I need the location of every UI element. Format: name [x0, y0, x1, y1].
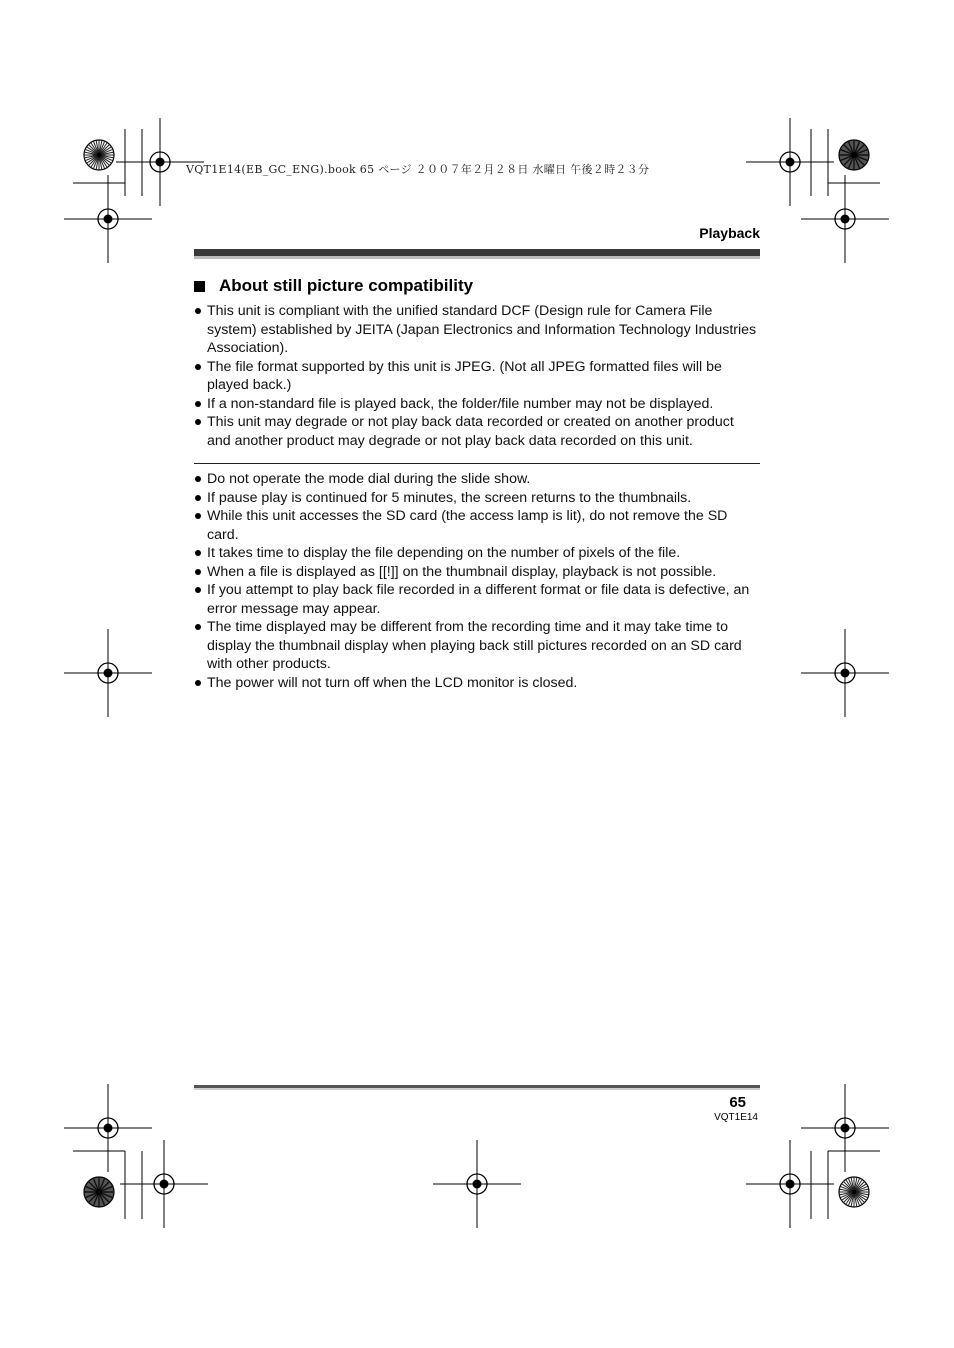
model-code: VQT1E14 [714, 1112, 758, 1123]
list-item: Do not operate the mode dial during the slide show. [194, 470, 760, 489]
divider [194, 463, 760, 464]
section-name: Playback [699, 225, 760, 241]
notes-list [194, 470, 760, 692]
section-heading [194, 276, 473, 296]
bottom-rule-shadow [194, 1088, 760, 1090]
print-header: VQT1E14(EB_GC_ENG).book 65 ページ ２００７年２月２８日 水曜日 午後２時２３分 [186, 163, 650, 176]
list-item: If you attempt to play back file recorded in a different format or file data is defective, an error message may appear. [194, 581, 760, 618]
list-item: This unit is compliant with the unified standard DCF (Design rule for Camera File system) established by JEITA (Japan Electronics and Information Technology Industries Association). [194, 302, 760, 358]
list-item: If pause play is continued for 5 minutes, the screen returns to the thumbnails. [194, 489, 760, 508]
list-item: While this unit accesses the SD card (the access lamp is lit), do not remove the SD card. [194, 507, 760, 544]
list-item: If a non-standard file is played back, the folder/file number may not be displayed. [194, 395, 760, 414]
compatibility-list [194, 302, 760, 450]
list-item: The power will not turn off when the LCD monitor is closed. [194, 674, 760, 693]
top-rule [194, 249, 760, 256]
page-number: 65 [729, 1094, 746, 1111]
list-item: The file format supported by this unit is JPEG. (Not all JPEG formatted files will be played back.) [194, 358, 760, 395]
top-rule-shadow [194, 256, 760, 259]
square-bullet-icon [194, 281, 205, 292]
list-item: When a file is displayed as [[!]] on the thumbnail display, playback is not possible. [194, 563, 760, 582]
list-item: It takes time to display the file depending on the number of pixels of the file. [194, 544, 760, 563]
heading-text: About still picture compatibility [219, 276, 474, 295]
list-item: The time displayed may be different from the recording time and it may take time to display the thumbnail display when playing back still pictures recorded on an SD card with other products. [194, 618, 760, 674]
list-item: This unit may degrade or not play back data recorded or created on another product and another product may degrade or not play back data recorded on this unit. [194, 413, 760, 450]
